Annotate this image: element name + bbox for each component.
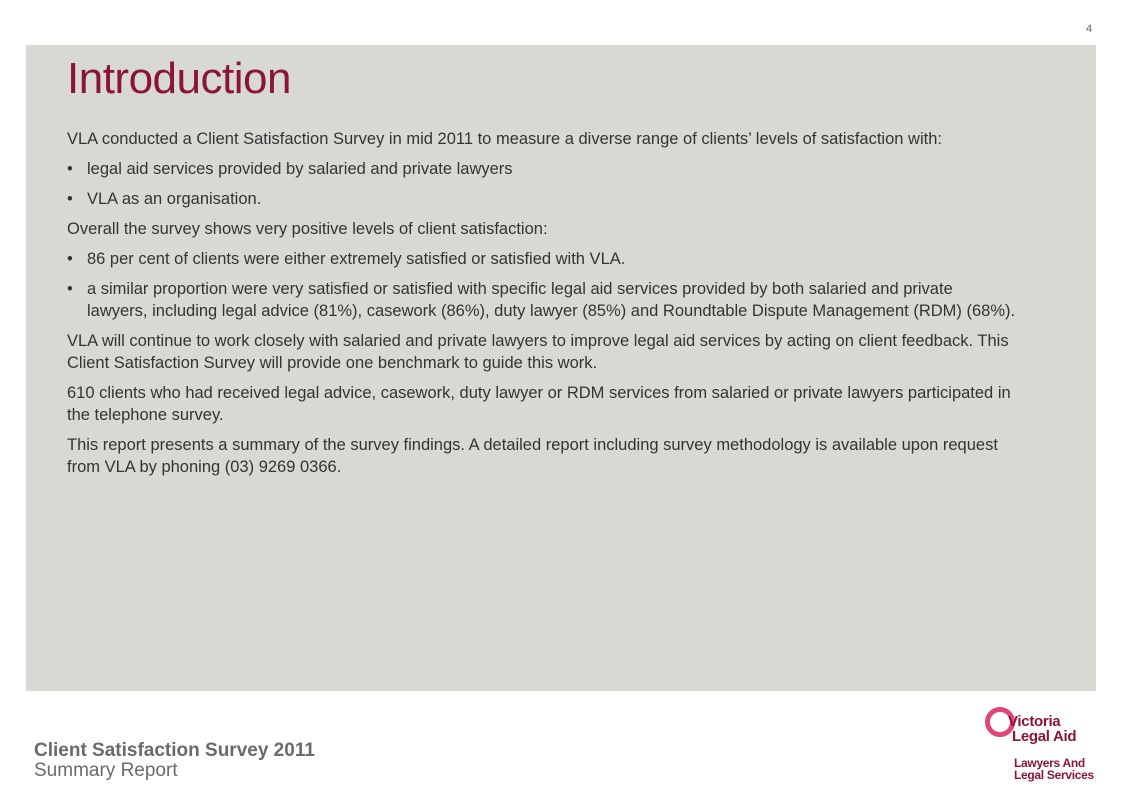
footer-subtitle: Summary Report (34, 760, 178, 781)
list-item (67, 248, 1017, 270)
content-panel (26, 45, 1096, 691)
logo (984, 706, 1094, 786)
overall-paragraph: Overall the survey shows very positive levels of client satisfaction: (67, 220, 548, 238)
page-number: 4 (1086, 23, 1093, 35)
bullet-text: legal aid services provided by salaried and private lawyers (87, 160, 513, 178)
bullet-text: 86 per cent of clients were either extremely satisfied or satisfied with VLA. (87, 250, 626, 268)
participants-paragraph: 610 clients who had received legal advice, casework, duty lawyer or RDM services from salaried or private lawyers participated in the telephone survey. (67, 384, 1011, 424)
bullet-text: VLA as an organisation. (87, 190, 262, 208)
logo-line2: Legal Aid (1012, 728, 1077, 745)
bullet-text: a similar proportion were very satisfied or satisfied with specific legal aid services provided by both salaried and private lawyers, including legal advice (81%), casework (86%), duty lawyer (85%) and Roundtable Dispute Management (RDM) (68%). (87, 280, 1016, 320)
intro-paragraph: VLA conducted a Client Satisfaction Survey in mid 2011 to measure a diverse range of clients’ levels of satisfaction with: (67, 130, 942, 148)
page-title: Introduction (67, 54, 291, 103)
continue-paragraph: VLA will continue to work closely with salaried and private lawyers to improve legal aid services by acting on client feedback. This Client Satisfaction Survey will provide one benchmark to guide this work. (67, 332, 1009, 372)
body-text (67, 128, 1017, 486)
logo-tagline2: Legal Services (1014, 768, 1094, 782)
logo-tagline1: Lawyers And (1014, 756, 1085, 770)
bullet-mark: • (67, 250, 73, 268)
list-item (67, 278, 1017, 322)
bullet-mark: • (67, 190, 73, 208)
footer-title: Client Satisfaction Survey 2011 (34, 740, 315, 761)
bullet-mark: • (67, 280, 73, 298)
logo-line1: Victoria (1008, 713, 1061, 730)
list-item (67, 188, 1017, 210)
report-paragraph: This report presents a summary of the survey findings. A detailed report including survey methodology is available upon request from VLA by phoning (03) 9269 0366. (67, 436, 998, 476)
list-item (67, 158, 1017, 180)
bullet-mark: • (67, 160, 73, 178)
